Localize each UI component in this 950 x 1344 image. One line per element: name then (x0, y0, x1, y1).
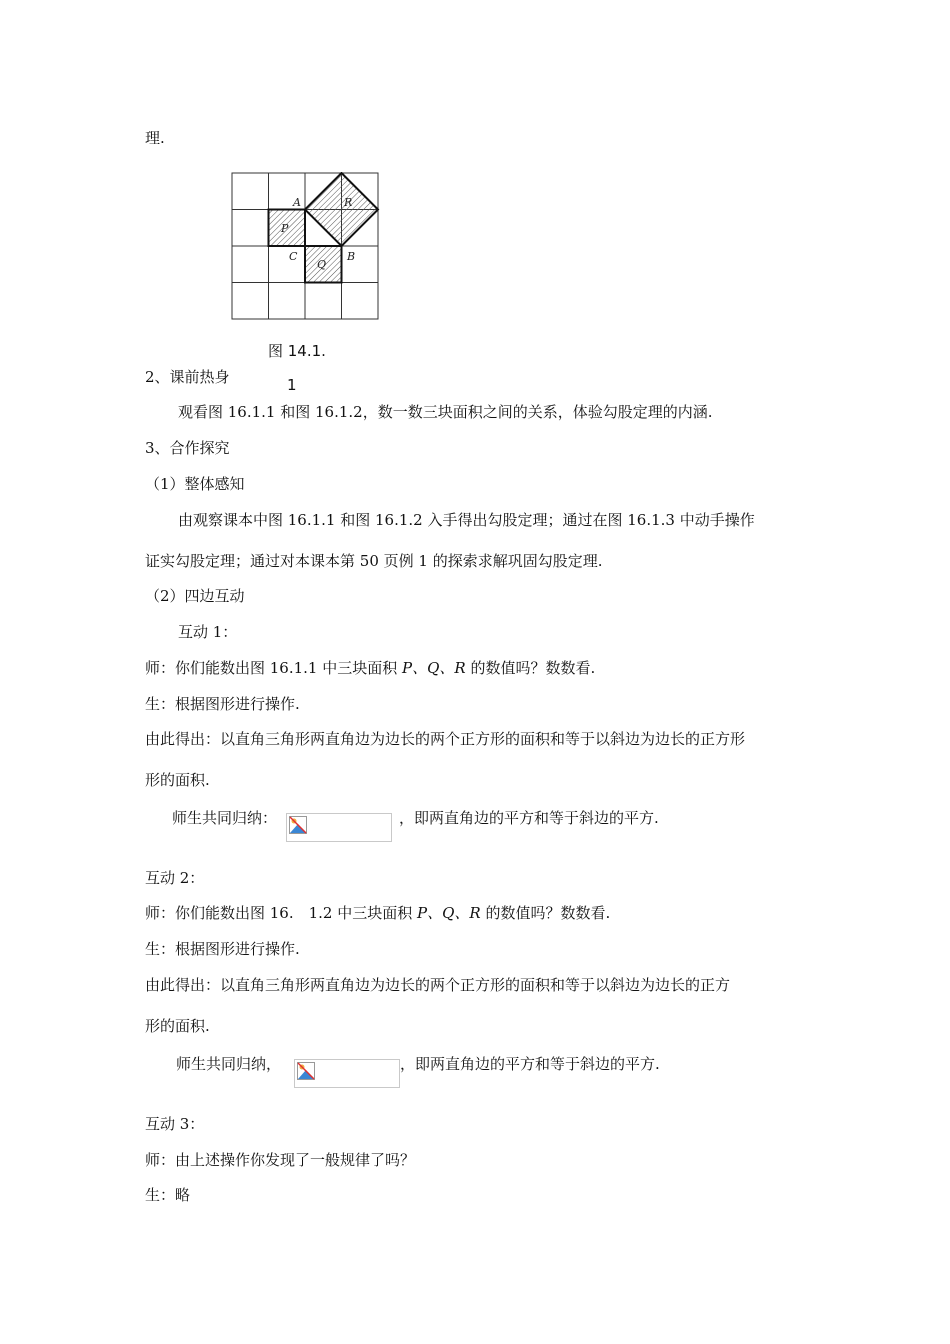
text-line: ，即两直角边的平方和等于斜边的平方. (399, 809, 659, 827)
pythagoras-grid-figure (231, 172, 381, 322)
text-segment: 的数值吗？数数看. (480, 904, 611, 922)
text-line: 师：由上述操作你发现了一般规律了吗？ (145, 1151, 416, 1169)
label-r: R (344, 196, 353, 209)
text-segment: 的数值吗？数数看. (465, 659, 596, 677)
text-segment: 师：你们能数出图 16.1.1 中三块面积 (145, 659, 403, 677)
label-p: P (281, 222, 289, 235)
text-line: 形的面积. (145, 771, 210, 789)
text-line: 生：根据图形进行操作. (145, 695, 300, 713)
section-heading: 2、课前热身 (145, 368, 230, 386)
text-line: 理. (145, 129, 165, 147)
square-r (305, 173, 378, 246)
broken-image-icon (297, 1062, 315, 1080)
text-line (145, 658, 595, 678)
figure-caption-number: 1 (287, 376, 297, 394)
text-line: 由此得出：以直角三角形两直角边为边长的两个正方形的面积和等于以斜边为边长的正方 (145, 976, 731, 994)
text-line: 互动 2： (145, 869, 205, 887)
label-a: A (293, 196, 301, 209)
text-line: 互动 1： (178, 623, 238, 641)
label-q: Q (317, 258, 327, 271)
text-line: 证实勾股定理；通过对本课本第 50 页例 1 的探索求解巩固勾股定理. (145, 552, 603, 570)
subsection-heading: （2）四边互动 (145, 587, 245, 605)
text-line: ，即两直角边的平方和等于斜边的平方. (400, 1055, 660, 1073)
broken-image-icon (289, 816, 307, 834)
pqr-labels: P、Q、R (417, 904, 481, 922)
text-line: 师生共同归纳， (176, 1055, 282, 1073)
text-line: 形的面积. (145, 1017, 210, 1035)
section-heading: 3、合作探究 (145, 439, 230, 457)
figure-caption: 图 14.1. (268, 342, 326, 360)
text-line: 生：根据图形进行操作. (145, 940, 300, 958)
label-b: B (347, 250, 356, 263)
text-line: 师生共同归纳： (172, 809, 278, 827)
label-c: C (289, 250, 298, 263)
text-segment: 师：你们能数出图 16. 1.2 中三块面积 (145, 904, 418, 922)
formula-image-placeholder (294, 1059, 400, 1088)
text-line: 由观察课本中图 16.1.1 和图 16.1.2 入手得出勾股定理；通过在图 16.1.3 中动手操作 (178, 511, 755, 529)
text-line: 由此得出：以直角三角形两直角边为边长的两个正方形的面积和等于以斜边为边长的正方形 (145, 730, 746, 748)
text-line: 互动 3： (145, 1115, 205, 1133)
pqr-labels: P、Q、R (402, 659, 466, 677)
text-line: 观看图 16.1.1 和图 16.1.2，数一数三块面积之间的关系，体验勾股定理的内涵. (178, 403, 713, 421)
text-line: 生：略 (145, 1186, 191, 1204)
formula-image-placeholder (286, 813, 392, 842)
text-line (145, 903, 610, 923)
subsection-heading: （1）整体感知 (145, 475, 245, 493)
